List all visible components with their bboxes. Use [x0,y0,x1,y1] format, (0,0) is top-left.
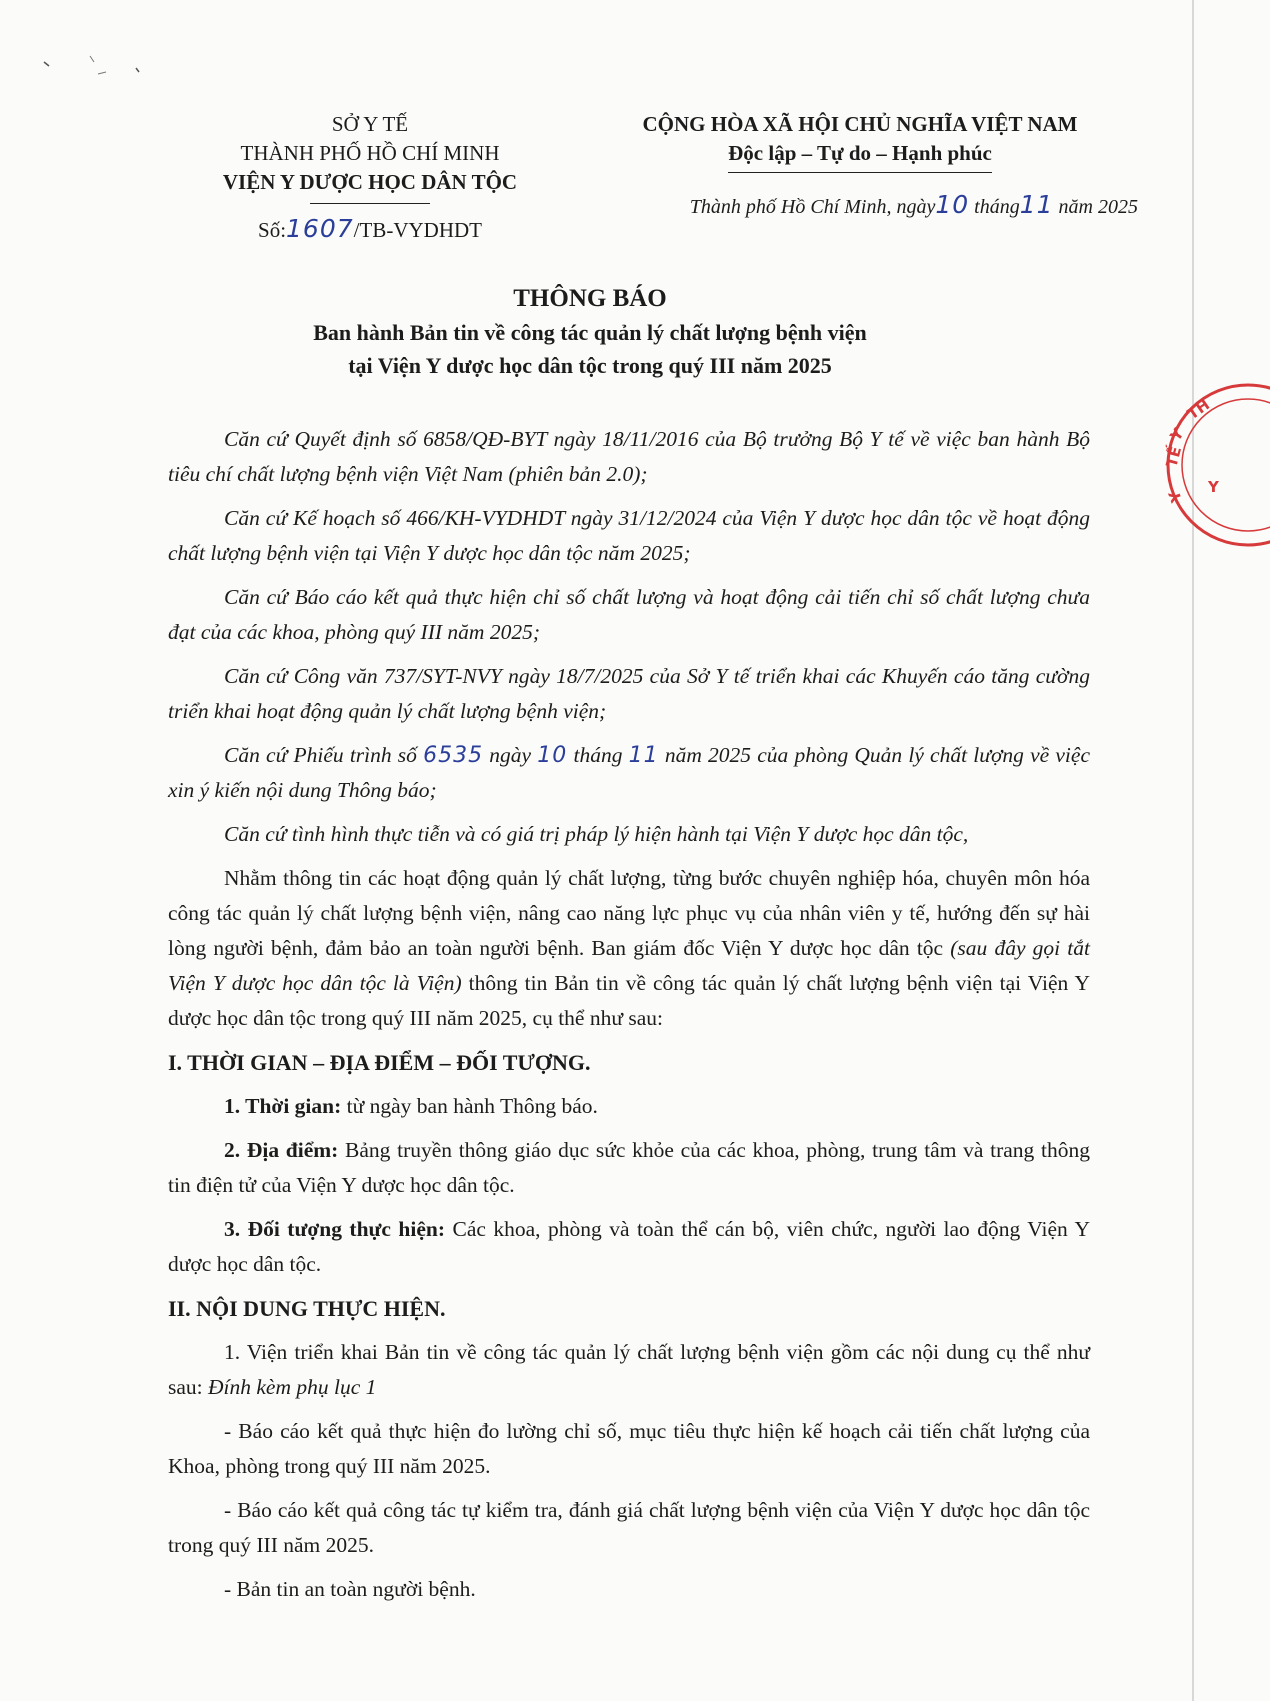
item-place-label: 2. Địa điểm: [224,1138,339,1162]
agency-divider [310,203,430,204]
date-day: 10 [935,190,970,219]
document-body [168,422,1090,1616]
svg-text:TH: TH [1183,395,1213,424]
basis-5-month: 11 [628,743,659,768]
issue-date [600,190,1138,219]
title-sub-2: tại Viện Y dược học dân tộc trong quý III năm 2025 [348,353,832,378]
date-year: năm 2025 [1058,196,1138,218]
section-2-attachment-ref: Đính kèm phụ lục 1 [208,1375,377,1399]
agency-line-2: THÀNH PHỐ HỒ CHÍ MINH [240,141,500,165]
date-month: 11 [1019,190,1054,219]
basis-6: Căn cứ tình hình thực tiễn và có giá trị pháp lý hiện hành tại Viện Y dược học dân tộc, [224,822,969,846]
section-1-heading: I. THỜI GIAN – ĐỊA ĐIỂM – ĐỐI TƯỢNG. [168,1050,591,1075]
section-1-item-place [168,1133,1090,1203]
basis-4: Căn cứ Công văn 737/SYT-NVY ngày 18/7/2025 của Sở Y tế triển khai các Khuyến cáo tăng cường triển khai hoạt động quản lý chất lượng bệnh viện; [168,664,1090,723]
basis-3: Căn cứ Báo cáo kết quả thực hiện chỉ số chất lượng và hoạt động cải tiến chỉ số chất lượng chưa đạt của các khoa, phòng quý III năm 2025; [168,585,1090,644]
item-target-label: 3. Đối tượng thực hiện: [224,1217,446,1241]
number-suffix: /TB-VYDHDT [353,218,482,242]
number-handwritten: 1607 [286,214,354,243]
section-2-bullet-1: - Báo cáo kết quả thực hiện đo lường chỉ số, mục tiêu thực hiện kế hoạch cải tiến chất lượng của Khoa, phòng trong quý III năm 2025. [168,1419,1090,1478]
basis-5-text-d: năm 2025 của phòng Quản lý chất lượng về việc xin ý kiến nội dung Thông báo; [168,743,1090,802]
document-number [150,214,590,245]
national-title: CỘNG HÒA XÃ HỘI CHỦ NGHĨA VIỆT NAM [642,112,1078,136]
issuing-agency-header [150,110,590,245]
national-motto: Độc lập – Tự do – Hạnh phúc [728,139,992,173]
date-month-label: tháng [974,196,1020,218]
item-place-text: Bảng truyền thông giáo dục sức khỏe của các khoa, phòng, trung tâm và trang thông tin điện tử của Viện Y dược học dân tộc. [168,1138,1090,1197]
document-title [150,282,1030,382]
agency-line-1: SỞ Y TẾ [331,112,409,136]
item-time-label: 1. Thời gian: [224,1094,342,1118]
section-2-p1-text: 1. Viện triển khai Bản tin về công tác quản lý chất lượng bệnh viện gồm các nội dung cụ thể như sau: [168,1340,1090,1399]
intro-text-c: thông tin Bản tin về công tác quản lý chất lượng bệnh viện tại Viện Y dược học dân tộc trong quý III năm 2025, cụ thể như sau: [168,971,1091,1030]
basis-5-text-c: tháng [567,743,629,767]
basis-5-text-a: Căn cứ Phiếu trình số [224,743,424,767]
section-2-heading: II. NỘI DUNG THỰC HIỆN. [168,1296,446,1321]
intro-paragraph [168,861,1090,1036]
intro-text-a: Nhằm thông tin các hoạt động quản lý chất lượng, từng bước chuyên nghiệp hóa, chuyên môn hóa công tác quản lý chất lượng bệnh viện, nâng cao năng lực phục vụ của nhân viên y tế, hướng đến sự hài lòng người bệnh, đảm bảo an toàn người bệnh. Ban giám đốc Viện Y dược học dân tộc [168,866,1090,960]
title-sub-1: Ban hành Bản tin về công tác quản lý chất lượng bệnh viện [313,320,867,345]
basis-5 [168,738,1090,808]
number-prefix: Số: [258,218,287,242]
item-time-text: từ ngày ban hành Thông báo. [341,1094,598,1118]
section-2-bullet-2: - Báo cáo kết quả công tác tự kiểm tra, đánh giá chất lượng bệnh viện của Viện Y dược học dân tộc trong quý III năm 2025. [168,1498,1090,1557]
section-2-paragraph-1 [168,1335,1090,1405]
basis-5-day: 10 [537,743,568,768]
red-seal-stamp [1150,380,1270,550]
agency-line-3: VIỆN Y DƯỢC HỌC DÂN TỘC [222,170,518,194]
svg-text:Y: Y [1165,488,1186,505]
section-1-item-time [168,1089,1090,1124]
svg-text:Y: Y [1166,425,1188,445]
basis-5-text-b: ngày [483,743,538,767]
section-2-bullet-3: - Bản tin an toàn người bệnh. [224,1577,476,1601]
section-1-item-target [168,1212,1090,1282]
date-prefix: Thành phố Hồ Chí Minh, ngày [689,196,936,218]
national-header [600,110,1120,173]
intro-text-abbrev: (sau đây gọi tắt Viện Y dược học dân tộc là Viện) [168,936,1090,995]
item-target-text: Các khoa, phòng và toàn thể cán bộ, viên chức, người lao động Viện Y dược học dân tộc. [168,1217,1090,1276]
basis-2: Căn cứ Kế hoạch số 466/KH-VYDHDT ngày 31/12/2024 của Viện Y dược học dân tộc về hoạt động chất lượng bệnh viện tại Viện Y dược học dân tộc năm 2025; [168,506,1090,565]
basis-1: Căn cứ Quyết định số 6858/QĐ-BYT ngày 18/11/2016 của Bộ trưởng Bộ Y tế về việc ban hành Bộ tiêu chí chất lượng bệnh viện Việt Nam (phiên bản 2.0); [168,427,1090,486]
page-edge [1192,0,1194,1701]
scan-artifact-marks [40,48,150,88]
title-main: THÔNG BÁO [513,285,667,312]
basis-5-number: 6535 [423,743,484,768]
svg-text:TẾ: TẾ [1162,444,1186,470]
svg-text:Y: Y [1208,478,1219,496]
